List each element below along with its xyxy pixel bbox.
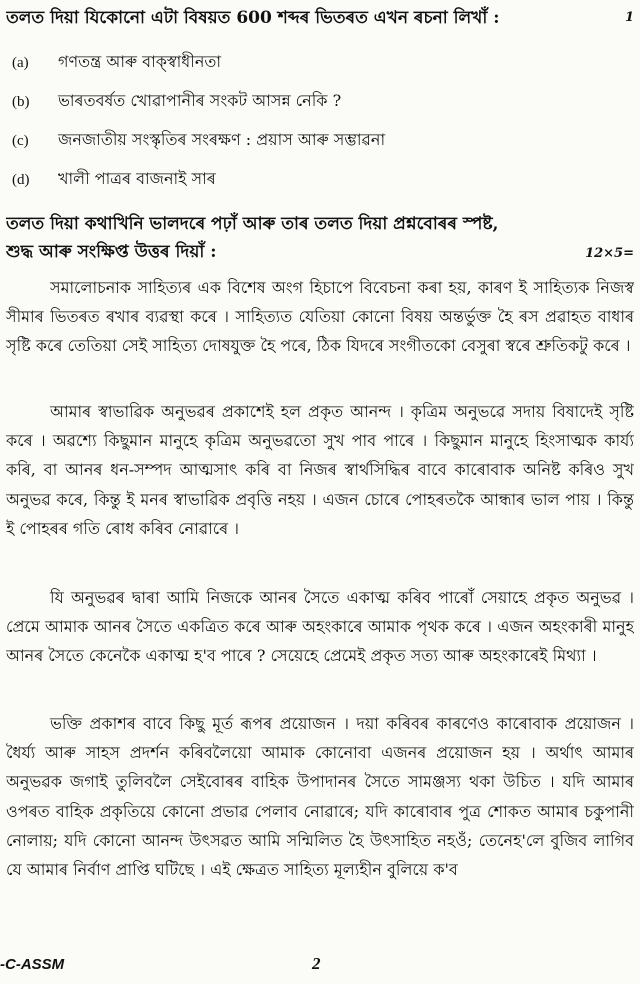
passage-paragraph-4: ভক্তি প্ৰকাশৰ বাবে কিছু মূৰ্ত ৰূপৰ প্ৰয়োজন । দয়া কৰিবৰ কাৰণেও কাৰোবাক প্ৰয়োজন । ধৈৰ্য্য আৰু সাহস প্ৰদৰ্শন কৰিবলৈয়ো আমাক কোনোবা এজনৰ প্ৰয়োজন হয় । অৰ্থাৎ আমাৰ অনুভৱক জগাই তুলিবলৈ সেইবোৰৰ বাহিক উপাদানৰ সৈতে সামঞ্জস্য থকা উচিত । যদি আমাৰ ওপৰত বাহিক প্ৰকৃতিয়ে কোনো প্ৰভাৱ পেলাব নোৱাৰে; যদি কাৰোবাৰ পুত্ৰ শোকত আমাৰ চকুপানী নোলায়; যদি কোনো আনন্দ উৎসৱত আমি সন্মিলিত হৈ উৎসাহিত নহওঁ; তেনেহ'লে বুজিব লাগিব যে আমাৰ নিৰ্বাণ প্ৰাপ্তি ঘটিছে । এই ক্ষেত্ৰত সাহিত্য মূল্যহীন বুলিয়ে ক'ব xyxy=(6,714,634,880)
option-letter: (c) xyxy=(12,133,29,149)
essay-option-a xyxy=(12,51,630,74)
comprehension-instruction-line1: তলত দিয়া কথাখিনি ভালদৰে পঢ়াঁ আৰু তাৰ তলত দিয়া প্ৰশ্নবোৰৰ স্পষ্ট, xyxy=(6,214,499,234)
passage-paragraph-3: যি অনুভৱৰ দ্বাৰা আমি নিজকে আনৰ সৈতে একাত্ম কৰিব পাৰোঁ সেয়াহে প্ৰকৃত অনুভৱ । প্ৰেমে আমাক আনৰ সৈতে একত্ৰিত কৰে আৰু অহংকাৰে আমাক পৃথক কৰে । এজন অহংকাৰী মানুহ আনৰ সৈতে কেনেকৈ একাত্ম হ'ব পাৰে ? সেয়েহে প্ৰেমেই প্ৰকৃত সত্য আৰু অহংকাৰেই মিথ্যা । xyxy=(6,588,634,666)
page-number: 2 xyxy=(312,954,321,973)
essay-option-b xyxy=(12,90,630,113)
option-letter: (d) xyxy=(12,172,30,188)
option-text: গণতন্ত্ৰ আৰু বাক্‌স্বাধীনতা xyxy=(58,52,222,71)
essay-option-d xyxy=(12,168,630,191)
comprehension-instruction-text: শুদ্ধ আৰু সংক্ষিপ্ত উত্তৰ দিয়াঁ : xyxy=(6,242,217,262)
option-text: ভাৰতবৰ্ষত খোৱাপানীৰ সংকট আসন্ন নেকি ? xyxy=(58,91,342,110)
option-text: জনজাতীয় সংস্কৃতিৰ সংৰক্ষণ : প্ৰয়াস আৰু সম্ভাৱনা xyxy=(58,130,386,149)
essay-marks: 1 xyxy=(624,10,634,25)
option-letter: (b) xyxy=(12,94,30,110)
option-letter: (a) xyxy=(12,55,29,71)
option-text: খালী পাত্ৰৰ বাজনাই সাৰ xyxy=(58,169,216,188)
passage-paragraph-1: সমালোচনাক সাহিত্যৰ এক বিশেষ অংগ হিচাপে বিবেচনা কৰা হয়, কাৰণ ই সাহিত্যক নিজস্ব সীমাৰ ভিতৰত ৰখাৰ ব্যৱস্থা কৰে । সাহিত্যত যেতিয়া কোনো বিষয় অন্তৰ্ভুক্ত হৈ ৰস প্ৰৱাহত বাধাৰ সৃষ্টি কৰে তেতিয়া সেই সাহিত্য দোষযুক্ত হৈ পৰে, ঠিক যিদৰে সংগীতকো বেসুৰা স্বৰে শ্ৰুতিকটু কৰে । xyxy=(6,278,634,356)
essay-instruction-text: তলত দিয়া যিকোনো এটা বিষয়ত 600 শব্দৰ ভিতৰত এখন ৰচনা লিখাঁ : xyxy=(6,8,500,28)
passage-paragraph-2: আমাৰ স্বাভাৱিক অনুভৱৰ প্ৰকাশেই হল প্ৰকৃত আনন্দ । কৃত্ৰিম অনুভৱে সদায় বিষাদেই সৃষ্টি কৰে । অৱশ্যে কিছুমান মানুহে কৃত্ৰিম অনুভৱতো সুখ পাব পাৰে । কিছুমান মানুহে হিংসাত্মক কাৰ্য্য কৰি, বা আনৰ ধন-সম্পদ আত্মসাৎ কৰি বা নিজৰ স্বাৰ্থসিদ্ধিৰ বাবে কাৰোবাক অনিষ্ট কৰিও সুখ অনুভৱ কৰে, কিন্তু ই মনৰ স্বাভাৱিক প্ৰবৃত্তি নহয় । এজন চোৰে পোহৰতকৈ আন্ধাৰ ভাল পায় । কিন্তু ই পোহৰৰ গতি ৰোধ কৰিব নোৱাৰে । xyxy=(6,402,634,538)
exam-code: -C-ASSM xyxy=(0,956,65,973)
essay-option-c xyxy=(12,129,630,152)
essay-instruction xyxy=(6,6,634,30)
comprehension-instruction-line2 xyxy=(6,240,634,264)
comprehension-marks: 12×5= xyxy=(585,246,634,261)
